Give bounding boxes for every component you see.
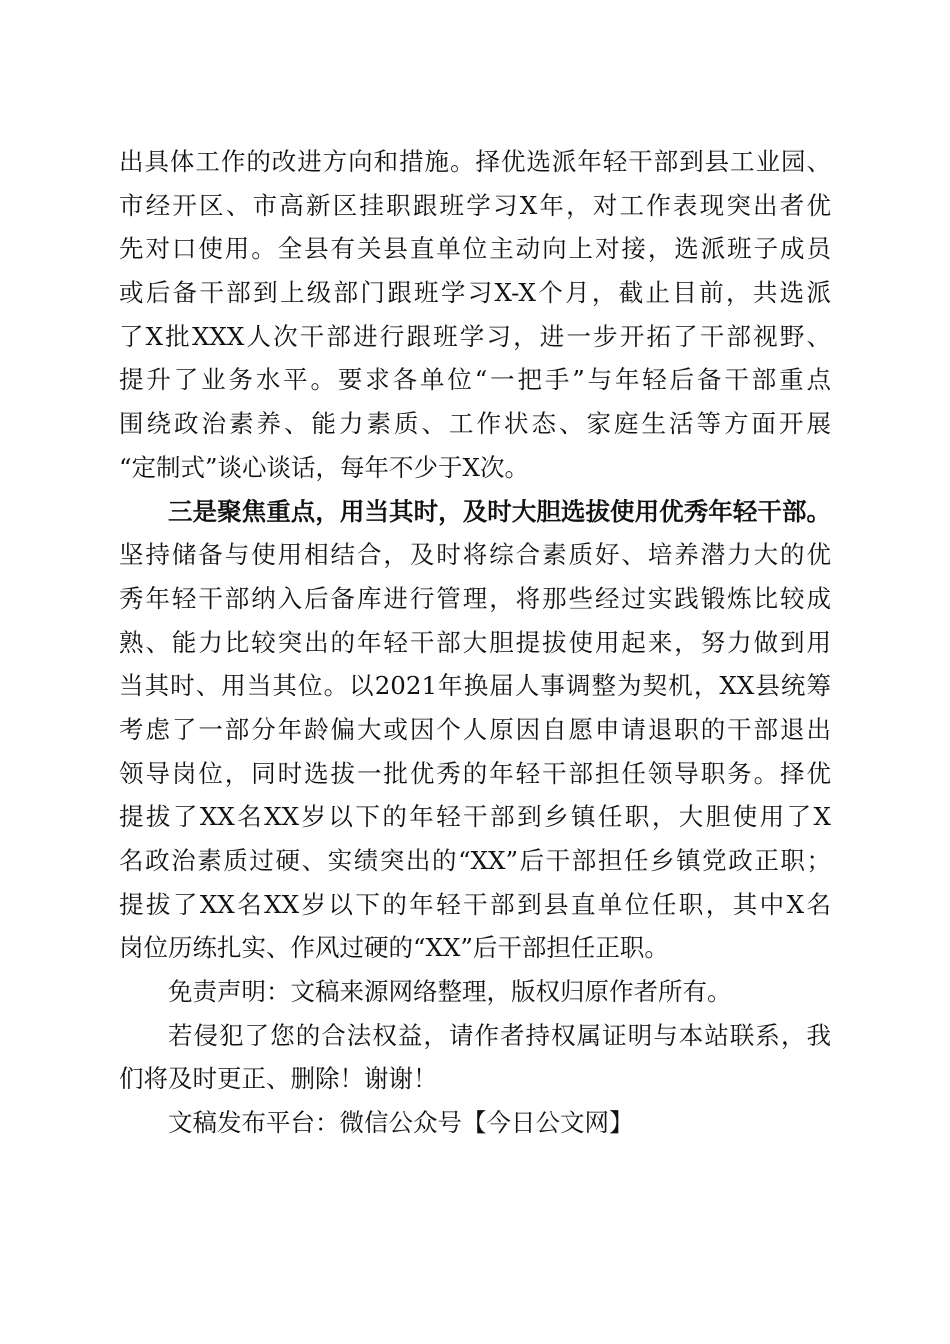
disclaimer [119,970,831,1014]
text-line: 们将及时更正、删除！谢谢！ [119,1064,438,1094]
document-body [119,140,831,1145]
text-line: 若侵犯了您的合法权益，请作者持权属证明与本站联系，我 [168,1020,831,1050]
text-line: 先对口使用。全县有关县直单位主动向上对接，选派班子成员 [119,234,831,264]
text-line: “定制式”谈心谈话，每年不少于X次。 [119,452,529,482]
text-line: 考虑了一部分年龄偏大或因个人原因自愿申请退职的干部退出 [119,714,831,744]
section-heading: 三是聚焦重点，用当其时，及时大胆选拔使用优秀年轻干部。 [168,496,831,526]
infringement-notice [119,1014,831,1101]
text-line: 围绕政治素养、能力素质、工作状态、家庭生活等方面开展 [119,409,831,439]
text-line: 秀年轻干部纳入后备库进行管理，将那些经过实践锻炼比较成 [119,583,831,613]
text-line: 提升了业务水平。要求各单位“一把手”与年轻后备干部重点 [119,365,831,395]
text-line: 或后备干部到上级部门跟班学习X-X个月，截止目前，共选派 [119,278,831,308]
paragraph-training [119,140,831,490]
text-line: 名政治素质过硬、实绩突出的“XX”后干部担任乡镇党政正职； [119,846,831,875]
paragraph-selection [119,490,831,971]
text-line: 了X批XXX人次干部进行跟班学习，进一步开拓了干部视野、 [119,321,831,351]
text-line: 市经开区、市高新区挂职跟班学习X年，对工作表现突出者优 [119,190,831,220]
text-line: 提拔了XX名XX岁以下的年轻干部到县直单位任职，其中X名 [119,889,831,919]
text-line: 熟、能力比较突出的年轻干部大胆提拔使用起来，努力做到用 [119,627,831,657]
disclaimer-text: 免责声明：文稿来源网络整理，版权归原作者所有。 [168,977,732,1007]
platform-text: 文稿发布平台：微信公众号【今日公文网】 [168,1108,634,1138]
text-line: 领导岗位，同时选拔一批优秀的年轻干部担任领导职务。择优 [119,758,831,788]
text-line: 提拔了XX名XX岁以下的年轻干部到乡镇任职，大胆使用了X [119,802,831,832]
platform-notice [119,1101,831,1145]
text-line: 当其时、用当其位。以2021年换届人事调整为契机，XX县统筹 [119,671,831,701]
text-line: 坚持储备与使用相结合，及时将综合素质好、培养潜力大的优 [119,540,831,570]
text-line: 出具体工作的改进方向和措施。择优选派年轻干部到县工业园、 [119,147,831,176]
text-line: 岗位历练扎实、作风过硬的“XX”后干部担任正职。 [119,933,669,963]
